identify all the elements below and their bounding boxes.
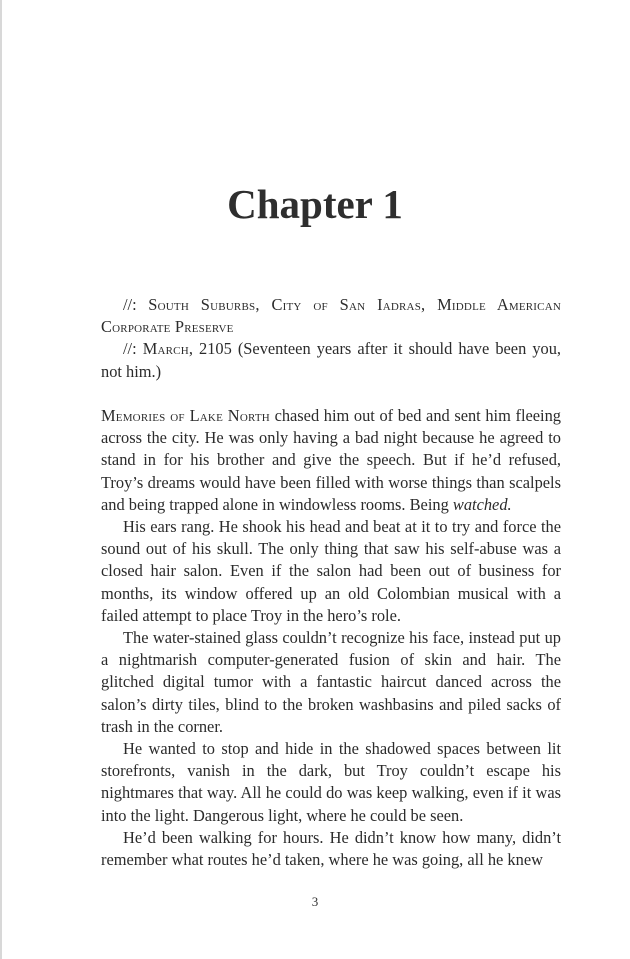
paragraph-1-italic: watched. <box>452 494 512 514</box>
section-break <box>101 383 561 405</box>
location-text: South Suburbs, City of San Iadras, Middle American Corporate Preserve <box>101 295 561 337</box>
paragraph-1 <box>101 405 561 516</box>
paragraph-2: His ears rang. He shook his head and beat at it to try and force the sound out of his skull. The only thing that saw his self-abuse was a closed hair salon. Even if the salon had been out of business for months, its window offered up an old Colombian musical with a failed attempt to place Troy in the hero’s role. <box>101 517 561 625</box>
date-line <box>101 338 561 382</box>
page-number: 3 <box>311 894 319 909</box>
paragraph-5: He’d been walking for hours. He didn’t know how many, didn’t remember what routes he’d taken, where he was going, all he knew <box>101 827 561 870</box>
location-line <box>101 294 561 338</box>
date-prefix: //: <box>123 339 143 359</box>
date-rest: , 2105 (Seventeen years after it should have been you, not him.) <box>101 339 561 381</box>
chapter-body <box>101 294 561 871</box>
paragraph-3: The water-stained glass couldn’t recognize his face, instead put up a nightmarish computer-generated fusion of skin and hair. The glitched digital tumor with a fantastic haircut danced across the salon’s dirty tiles, blind to the broken washbasins and piled sacks of trash in the corner. <box>101 628 561 736</box>
paragraph-4: He wanted to stop and hide in the shadowed spaces between lit storefronts, vanish in the dark, but Troy couldn’t escape his nightmares that way. All he could do was keep walking, even if it was into the light. Dangerous light, where he could be seen. <box>101 739 561 825</box>
paragraph-1-text: chased him out of bed and sent him fleeing across the city. He was only having a bad night because he agreed to stand in for his brother and give the speech. But if he’d refused, Troy’s dreams would have been filled with worse things than scalpels and being trapped alone in windowless rooms. Being <box>101 406 561 514</box>
location-prefix: //: <box>123 295 149 314</box>
page-edge <box>0 0 2 959</box>
date-month: March <box>142 339 189 359</box>
chapter-title: Chapter 1 <box>227 181 403 227</box>
paragraph-1-lead: Memories of Lake North <box>101 406 270 425</box>
